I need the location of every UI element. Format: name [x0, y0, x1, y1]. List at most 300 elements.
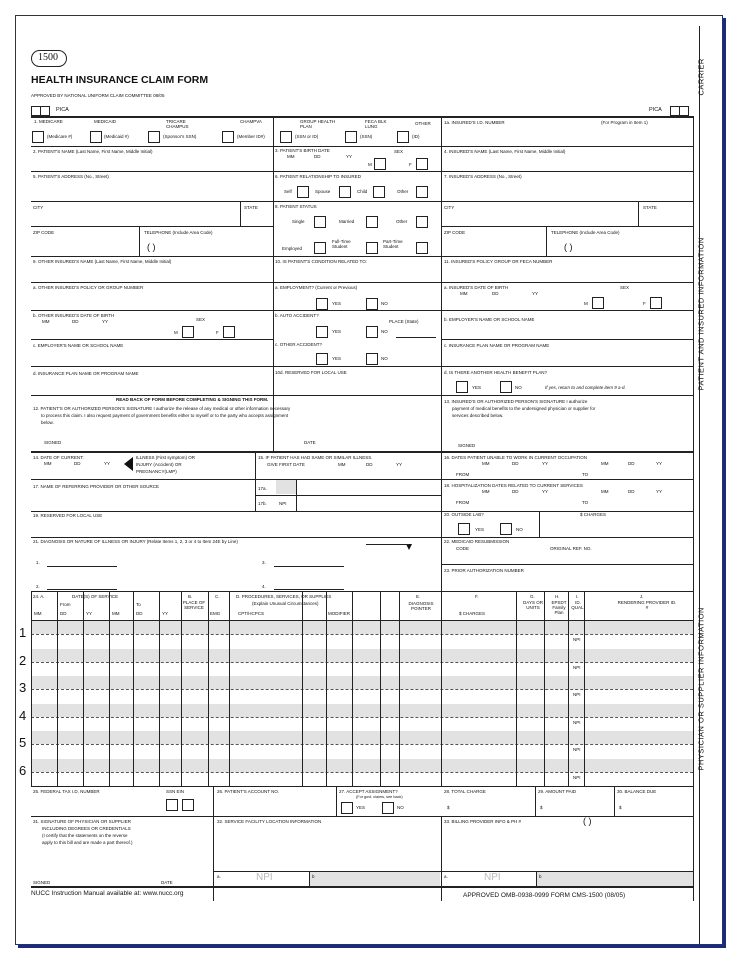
another-plan-label: d. IS THERE ANOTHER HEALTH BENEFIT PLAN?	[444, 370, 548, 375]
insured-id-label: 1a. INSURED'S I.D. NUMBER	[444, 120, 505, 125]
tricare-checkbox[interactable]	[148, 131, 160, 143]
zip-label: ZIP CODE	[33, 230, 55, 235]
r17-npi: NPI	[279, 501, 287, 506]
account-label: 26. PATIENT'S ACCOUNT NO.	[217, 789, 280, 794]
service-col-rule	[229, 592, 230, 786]
ssn-ein: SSN EIN	[166, 789, 185, 794]
medicare-sub: (Medicare #)	[47, 134, 73, 139]
service-line-input[interactable]	[31, 690, 693, 703]
accept-yes: YES	[356, 805, 366, 810]
diag-2-line	[47, 589, 117, 590]
c24-dd2: DD	[136, 611, 143, 616]
h-dd2: DD	[628, 489, 635, 494]
c24-from: From	[60, 602, 71, 607]
service-col-rule	[516, 592, 517, 786]
rule-r1	[31, 146, 694, 147]
uw-from: FROM	[456, 472, 470, 477]
champva-checkbox[interactable]	[222, 131, 234, 143]
lab-no: NO	[516, 527, 523, 532]
osex-f: F	[216, 330, 219, 335]
service-col-rule	[544, 592, 545, 786]
sex-f: F	[409, 162, 412, 167]
medicaid-sub: (Medicaid #)	[104, 134, 129, 139]
accept-sub: (For govt. claims, see back)	[356, 795, 403, 799]
odob-yy: YY	[102, 319, 109, 324]
sig12-date: DATE	[304, 440, 316, 445]
rel-other: Other	[397, 189, 409, 194]
state-rule	[240, 201, 241, 226]
osex-m-checkbox[interactable]	[182, 326, 194, 338]
arrow-stem	[366, 544, 409, 545]
sig12-l3: below.	[41, 420, 54, 425]
referring-label: 17. NAME OF REFERRING PROVIDER OR OTHER SOURCE	[33, 484, 160, 489]
rule-r10	[31, 395, 694, 396]
balance-dollar: $	[619, 805, 622, 810]
lab-yes: YES	[475, 527, 485, 532]
c24-a: 24. A.	[33, 594, 45, 599]
single-checkbox[interactable]	[314, 216, 326, 228]
read-back-note: READ BACK OF FORM BEFORE COMPLETING & SIGNING THIS FORM.	[116, 397, 269, 402]
balance-label: 30. BALANCE DUE	[617, 789, 657, 794]
feca-number-label: 11. INSURED'S POLICY GROUP OR FECA NUMBER	[444, 259, 553, 264]
c24-mod: MODIFIER	[328, 611, 350, 616]
uw-mm: MM	[482, 461, 490, 466]
employment-label: a. EMPLOYMENT? (Current or Previous)	[275, 285, 358, 290]
c24-f2: $ CHARGES	[459, 611, 486, 616]
s-dd: DD	[366, 462, 373, 467]
rule-22-23	[441, 564, 694, 565]
r17a: 17a.	[258, 486, 267, 491]
arrow-left-icon	[124, 457, 133, 471]
odob-dd: DD	[72, 319, 79, 324]
other-acc-no-checkbox[interactable]	[366, 353, 378, 365]
insured-state-label: STATE	[643, 205, 657, 210]
sig13-signed: SIGNED	[458, 443, 476, 448]
rule-17ab	[255, 495, 441, 496]
side-rule	[699, 26, 700, 944]
dc-mm: MM	[44, 461, 52, 466]
facility-label: 32. SERVICE FACILITY LOCATION INFORMATION	[217, 819, 322, 824]
service-line-shade	[31, 621, 693, 634]
employed-checkbox[interactable]	[314, 242, 326, 254]
c24-j2: RENDERING PROVIDER ID. #	[617, 600, 677, 610]
service-col-rule	[181, 592, 182, 786]
diag-2: 2.	[36, 584, 40, 589]
rule-r9b	[273, 366, 694, 367]
auto-no: NO	[381, 329, 388, 334]
accept-label: 27. ACCEPT ASSIGNMENT?	[339, 789, 398, 794]
rule-r14	[31, 591, 694, 592]
r17a-shade	[276, 480, 296, 494]
insured-tel-label: TELEPHONE (Include Area Code)	[551, 230, 620, 235]
s-yy: YY	[396, 462, 403, 467]
h-yy2: YY	[656, 489, 663, 494]
medicaid-checkbox[interactable]	[90, 131, 102, 143]
plan-note: If yes, return to and complete item 9 a-d.	[545, 385, 626, 390]
place-state-label: PLACE (State)	[389, 319, 419, 324]
c24-h: H.	[555, 594, 560, 599]
isex-m-checkbox[interactable]	[592, 297, 604, 309]
sig13-label: 13. INSURED'S OR AUTHORIZED PERSON'S SIGNATURE I authorize	[444, 399, 588, 404]
resubmission-label: 22. MEDICAID RESUBMISSION	[444, 539, 510, 544]
sex-label: SEX	[394, 149, 404, 154]
tricare-label: TRICARE CHAMPUS	[166, 119, 189, 129]
reserved-19: 19. RESERVED FOR LOCAL USE	[33, 513, 103, 518]
unable-work-label: 16. DATES PATIENT UNABLE TO WORK IN CURRENT OCCUPATION	[444, 455, 588, 460]
diag-4: 4.	[262, 584, 266, 589]
diag-4-line	[274, 589, 344, 590]
bd-yy: YY	[346, 154, 353, 159]
patient-address-label: 5. PATIENT'S ADDRESS (No., Street)	[33, 174, 109, 179]
ft-checkbox[interactable]	[366, 242, 378, 254]
hosp-label: 18. HOSPITALIZATION DATES RELATED TO CURRENT SERVICES	[444, 483, 583, 488]
paid-label: 29. AMOUNT PAID	[538, 789, 577, 794]
ins-plan-label: c. INSURANCE PLAN NAME OR PROGRAM NAME	[444, 343, 550, 348]
page-title: HEALTH INSURANCE CLAIM FORM	[31, 74, 209, 86]
rule-r13	[31, 537, 694, 538]
insured-zip-label: ZIP CODE	[444, 230, 466, 235]
insured-state-rule	[638, 201, 639, 226]
bd-mm: MM	[287, 154, 295, 159]
physician-info-label: PHYSICIAN OR SUPPLIER INFORMATION	[696, 607, 706, 771]
bd-dd: DD	[314, 154, 321, 159]
dc-yy: YY	[104, 461, 111, 466]
billing-label: 33. BILLING PROVIDER INFO & PH #	[444, 819, 522, 824]
medicare-checkbox[interactable]	[32, 131, 44, 143]
insured-city-label: CITY	[444, 205, 455, 210]
pica-right-label: PICA	[649, 107, 662, 113]
rule-r8b	[441, 339, 694, 340]
status-other-checkbox[interactable]	[416, 216, 428, 228]
idob-mm: MM	[460, 291, 468, 296]
service-line-npi: NPI	[573, 664, 581, 670]
service-col-rule	[208, 592, 209, 786]
other-acc-yes: YES	[332, 356, 342, 361]
osex-label: SEX	[196, 317, 206, 322]
c24-i2: ID. QUAL.	[571, 600, 585, 610]
fac-a: a.	[217, 874, 221, 879]
emp-yes: YES	[332, 301, 342, 306]
rel-spouse-checkbox[interactable]	[339, 186, 351, 198]
idob-yy: YY	[532, 291, 539, 296]
state-label: STATE	[244, 205, 258, 210]
diag-1: 1.	[36, 560, 40, 565]
service-line-number: 1	[19, 625, 27, 640]
service-col-rule	[584, 592, 585, 786]
uw-yy2: YY	[656, 461, 663, 466]
uw-dd2: DD	[628, 461, 635, 466]
medicaid-label: MEDICAID	[94, 119, 117, 124]
married-checkbox[interactable]	[366, 216, 378, 228]
c24-g2: DAYS OR UNITS	[523, 600, 543, 610]
h-to: TO	[582, 500, 589, 505]
uw-mm2: MM	[601, 461, 609, 466]
billing-paren: ( )	[583, 816, 592, 826]
sex-m: M	[368, 162, 372, 167]
plan-no: NO	[515, 385, 522, 390]
rule-r11	[31, 479, 694, 480]
diagnosis-label: 21. DIAGNOSIS OR NATURE OF ILLNESS OR INJURY (Relate Items 1, 2, 3 or 4 to Item 24E by Line)	[33, 539, 238, 544]
pica-left-label: PICA	[56, 107, 69, 113]
sig31-label: 31. SIGNATURE OF PHYSICIAN OR SUPPLIER	[33, 819, 131, 824]
place-line	[396, 337, 436, 338]
c24-mm2: MM	[112, 611, 120, 616]
sex-f-checkbox[interactable]	[416, 158, 428, 170]
service-line-rule	[31, 786, 693, 787]
c24-j: J.	[640, 594, 644, 599]
c24-d: D. PROCEDURES, SERVICES, OR SUPPLIES	[236, 594, 332, 599]
rule-20	[539, 511, 540, 537]
service-line-shade	[31, 759, 693, 772]
service-col-rule	[568, 592, 569, 786]
rule-r4b	[441, 226, 694, 227]
medicare-label: 1. MEDICARE	[34, 119, 63, 124]
uw-dd: DD	[512, 461, 519, 466]
c24-cpt: CPT/HCPCS	[238, 611, 265, 616]
birth-date-label: 3. PATIENT'S BIRTH DATE	[275, 148, 330, 153]
preg-label: PREGNANCY(LMP)	[136, 469, 177, 474]
accept-no-checkbox[interactable]	[382, 802, 394, 814]
approved-note: APPROVED BY NATIONAL UNIFORM CLAIM COMMITTEE 08/05	[31, 93, 165, 98]
patient-info-label: PATIENT AND INSURED INFORMATION	[696, 237, 706, 391]
lab-yes-checkbox[interactable]	[458, 523, 470, 535]
group-label: GROUP HEALTH PLAN	[300, 119, 336, 129]
c24-dd1: DD	[60, 611, 67, 616]
c24-i: I.	[576, 594, 579, 599]
isex-m: M	[584, 301, 588, 306]
paid-dollar: $	[540, 805, 543, 810]
c24-yy2: YY	[162, 611, 169, 616]
odob-mm: MM	[42, 319, 50, 324]
rule-r7	[31, 310, 694, 311]
auto-accident-label: b. AUTO ACCIDENT?	[275, 313, 319, 318]
diag-1-line	[47, 566, 117, 567]
outside-lab-label: 20. OUTSIDE LAB?	[444, 512, 484, 517]
date-current-label: 14. DATE OF CURRENT:	[33, 455, 84, 460]
insured-dob-label: a. INSURED'S DATE OF BIRTH	[444, 285, 509, 290]
insured-id-note: (For Program in Item 1)	[601, 120, 648, 125]
service-line-input[interactable]	[31, 635, 693, 648]
service-line-input[interactable]	[31, 663, 693, 676]
rule-thick	[31, 451, 694, 453]
similar-illness-label: 15. IF PATIENT HAS HAD SAME OR SIMILAR ILLNESS.	[258, 455, 373, 460]
service-line-number: 2	[19, 652, 27, 668]
lab-charges: $ CHARGES	[580, 512, 607, 517]
rule-r16	[31, 816, 694, 817]
footer-right: APPROVED OMB-0938-0999 FORM CMS-1500 (08/05)	[463, 892, 626, 899]
service-col-rule	[57, 592, 58, 786]
fac-npi: NPI	[256, 872, 273, 883]
feca-sub: (SSN)	[360, 134, 373, 139]
service-col-rule	[83, 592, 84, 786]
sig13-l2: payment of medical benefits to the undersigned physician or supplier for	[452, 406, 596, 411]
sig31-l3: (I certify that the statements on the reverse	[42, 833, 128, 838]
sig13-l3: services described below.	[452, 413, 504, 418]
service-line-shade	[31, 731, 693, 744]
employed-label: Employed	[282, 246, 303, 251]
rule-r2	[31, 171, 694, 172]
auto-yes: YES	[332, 329, 342, 334]
service-line-npi: NPI	[573, 719, 581, 725]
illness-label: ILLNESS (First symptom) OR	[136, 455, 196, 460]
other-policy-label: a. OTHER INSURED'S POLICY OR GROUP NUMBER	[33, 285, 144, 290]
feca-checkbox[interactable]	[345, 131, 357, 143]
sig31-l2: INCLUDING DEGREES OR CREDENTIALS	[42, 826, 131, 831]
pica-left-checkbox-2[interactable]	[40, 106, 50, 116]
ein-checkbox[interactable]	[182, 799, 194, 811]
accept-yes-checkbox[interactable]	[341, 802, 353, 814]
claim-form	[16, 16, 722, 944]
emp-yes-checkbox[interactable]	[316, 298, 328, 310]
relationship-label: 6. PATIENT RELATIONSHIP TO INSURED	[275, 174, 361, 179]
rule-r8a	[31, 339, 273, 340]
rule-r4a	[31, 226, 273, 227]
other-employer-label: c. EMPLOYER'S NAME OR SCHOOL NAME	[33, 343, 124, 348]
service-col-rule	[326, 592, 327, 786]
pt-label: Part-Time Student	[383, 239, 403, 249]
top-rule	[31, 116, 694, 118]
sig31-date: DATE	[161, 880, 173, 885]
rule-r5	[31, 256, 694, 257]
service-col-rule	[133, 592, 134, 786]
rule-r6	[31, 282, 694, 283]
isex-f: F	[643, 301, 646, 306]
patient-name-label: 2. PATIENT'S NAME (Last Name, First Name, Middle Initial)	[33, 149, 153, 154]
service-line-input[interactable]	[31, 718, 693, 731]
similar-l2: GIVE FIRST DATE	[267, 462, 305, 467]
sig31-l4: apply to this bill and are made a part thereof.)	[42, 840, 133, 845]
plan-no-checkbox[interactable]	[500, 381, 512, 393]
service-line-shade	[31, 704, 693, 717]
service-line-number: 3	[19, 680, 27, 695]
bill-a: a.	[444, 874, 448, 879]
champva-label: CHAMPVA	[240, 119, 262, 124]
rule-bottom	[31, 886, 694, 888]
tel-label: TELEPHONE (Include Area Code)	[144, 230, 213, 235]
group-sub: (SSN or ID)	[295, 134, 319, 139]
isex-label: SEX	[620, 285, 630, 290]
osex-f-checkbox[interactable]	[223, 326, 235, 338]
rel-self-checkbox[interactable]	[297, 186, 309, 198]
service-col-rule	[31, 592, 32, 786]
tax-id-label: 25. FEDERAL TAX I.D. NUMBER	[33, 789, 100, 794]
condition-label: 10. IS PATIENT'S CONDITION RELATED TO:	[275, 259, 367, 264]
col-1-rule	[273, 116, 274, 451]
lab-no-checkbox[interactable]	[500, 523, 512, 535]
auto-yes-checkbox[interactable]	[316, 326, 328, 338]
service-line-npi: NPI	[573, 692, 581, 697]
c24-pos: PLACE OF SERVICE	[182, 600, 206, 610]
rule-25	[213, 786, 214, 901]
plan-yes-checkbox[interactable]	[456, 381, 468, 393]
ssn-checkbox[interactable]	[166, 799, 178, 811]
other-insured-label: 9. OTHER INSURED'S NAME (Last Name, First Name, Middle Initial)	[33, 259, 172, 264]
prior-auth-label: 23. PRIOR AUTHORIZATION NUMBER	[444, 568, 524, 573]
other-dob-label: b. OTHER INSURED'S DATE OF BIRTH	[33, 313, 115, 318]
isex-f-checkbox[interactable]	[650, 297, 662, 309]
fac-b: b	[312, 874, 315, 879]
other-checkbox[interactable]	[397, 131, 409, 143]
group-checkbox[interactable]	[280, 131, 292, 143]
c24-b: B.	[188, 594, 193, 599]
fac-b-shade	[310, 872, 440, 886]
service-line-number: 5	[19, 735, 27, 750]
other-acc-yes-checkbox[interactable]	[316, 353, 328, 365]
c24-d2: (Explain Unusual Circumstances)	[252, 601, 319, 606]
service-line-shade	[31, 649, 693, 662]
idob-dd: DD	[492, 291, 499, 296]
r17b: 17b.	[258, 501, 267, 506]
c24-g: G.	[530, 594, 535, 599]
service-col-rule	[380, 592, 381, 786]
uw-yy: YY	[542, 461, 549, 466]
sig12-signed: SIGNED	[44, 440, 62, 445]
injury-label: INJURY (Accident) OR	[136, 462, 182, 467]
insured-address-label: 7. INSURED'S ADDRESS (No., Street)	[444, 174, 522, 179]
form-number: 1500	[38, 52, 58, 63]
uw-to: TO	[582, 472, 589, 477]
bill-npi: NPI	[484, 872, 501, 883]
other-acc-no: NO	[381, 356, 388, 361]
rule-26	[336, 786, 337, 816]
rel-child-checkbox[interactable]	[373, 186, 385, 198]
service-col-rule	[302, 592, 303, 786]
service-col-rule	[159, 592, 160, 786]
service-line-input[interactable]	[31, 773, 693, 786]
insured-tel-rule	[546, 226, 547, 256]
footer-left: NUCC Instruction Manual available at: www.nucc.org	[31, 890, 184, 897]
insured-name-label: 4. INSURED'S NAME (Last Name, First Name, Middle Initial)	[444, 149, 566, 154]
rule-r9a	[31, 366, 273, 367]
insured-tel-paren: ( )	[564, 242, 573, 252]
city-label: CITY	[33, 205, 44, 210]
sig31-signed: SIGNED	[33, 880, 51, 885]
rel-spouse: Spouse	[315, 189, 331, 194]
emp-no-checkbox[interactable]	[366, 298, 378, 310]
service-col-rule	[109, 592, 110, 786]
other-label: OTHER	[415, 121, 431, 126]
sig12-l2: to process this claim. I also request payment of government benefits either to myself or to the party who accepts assignment	[41, 413, 289, 418]
osex-m: M	[174, 330, 178, 335]
rel-other-checkbox[interactable]	[416, 186, 428, 198]
carrier-label: CARRIER	[696, 58, 706, 96]
h-dd: DD	[512, 489, 519, 494]
service-col-rule	[441, 592, 442, 786]
c24-emg: EMG	[210, 611, 221, 616]
service-line-number: 4	[19, 707, 27, 723]
rule-32	[441, 816, 442, 901]
service-line-input[interactable]	[31, 745, 693, 758]
feca-label: FECA BLK LUNG	[365, 119, 387, 129]
tel-paren: ( )	[147, 242, 156, 252]
total-charge-label: 28. TOTAL CHARGE	[444, 789, 486, 794]
dc-dd: DD	[74, 461, 81, 466]
status-single: Single	[292, 219, 305, 224]
rule-29	[614, 786, 615, 816]
sex-m-checkbox[interactable]	[374, 158, 386, 170]
status-married: Married	[339, 219, 355, 224]
c24-e: E.	[416, 594, 421, 599]
service-line-npi: NPI	[573, 747, 581, 752]
c24-to: To	[136, 602, 141, 607]
bill-b-shade	[537, 872, 693, 886]
emp-no: NO	[381, 301, 388, 306]
auto-no-checkbox[interactable]	[366, 326, 378, 338]
pica-right-checkbox-2[interactable]	[679, 106, 689, 116]
pt-checkbox[interactable]	[416, 242, 428, 254]
ft-label: Full-Time Student	[332, 239, 351, 249]
service-line-npi: NPI	[573, 637, 581, 642]
